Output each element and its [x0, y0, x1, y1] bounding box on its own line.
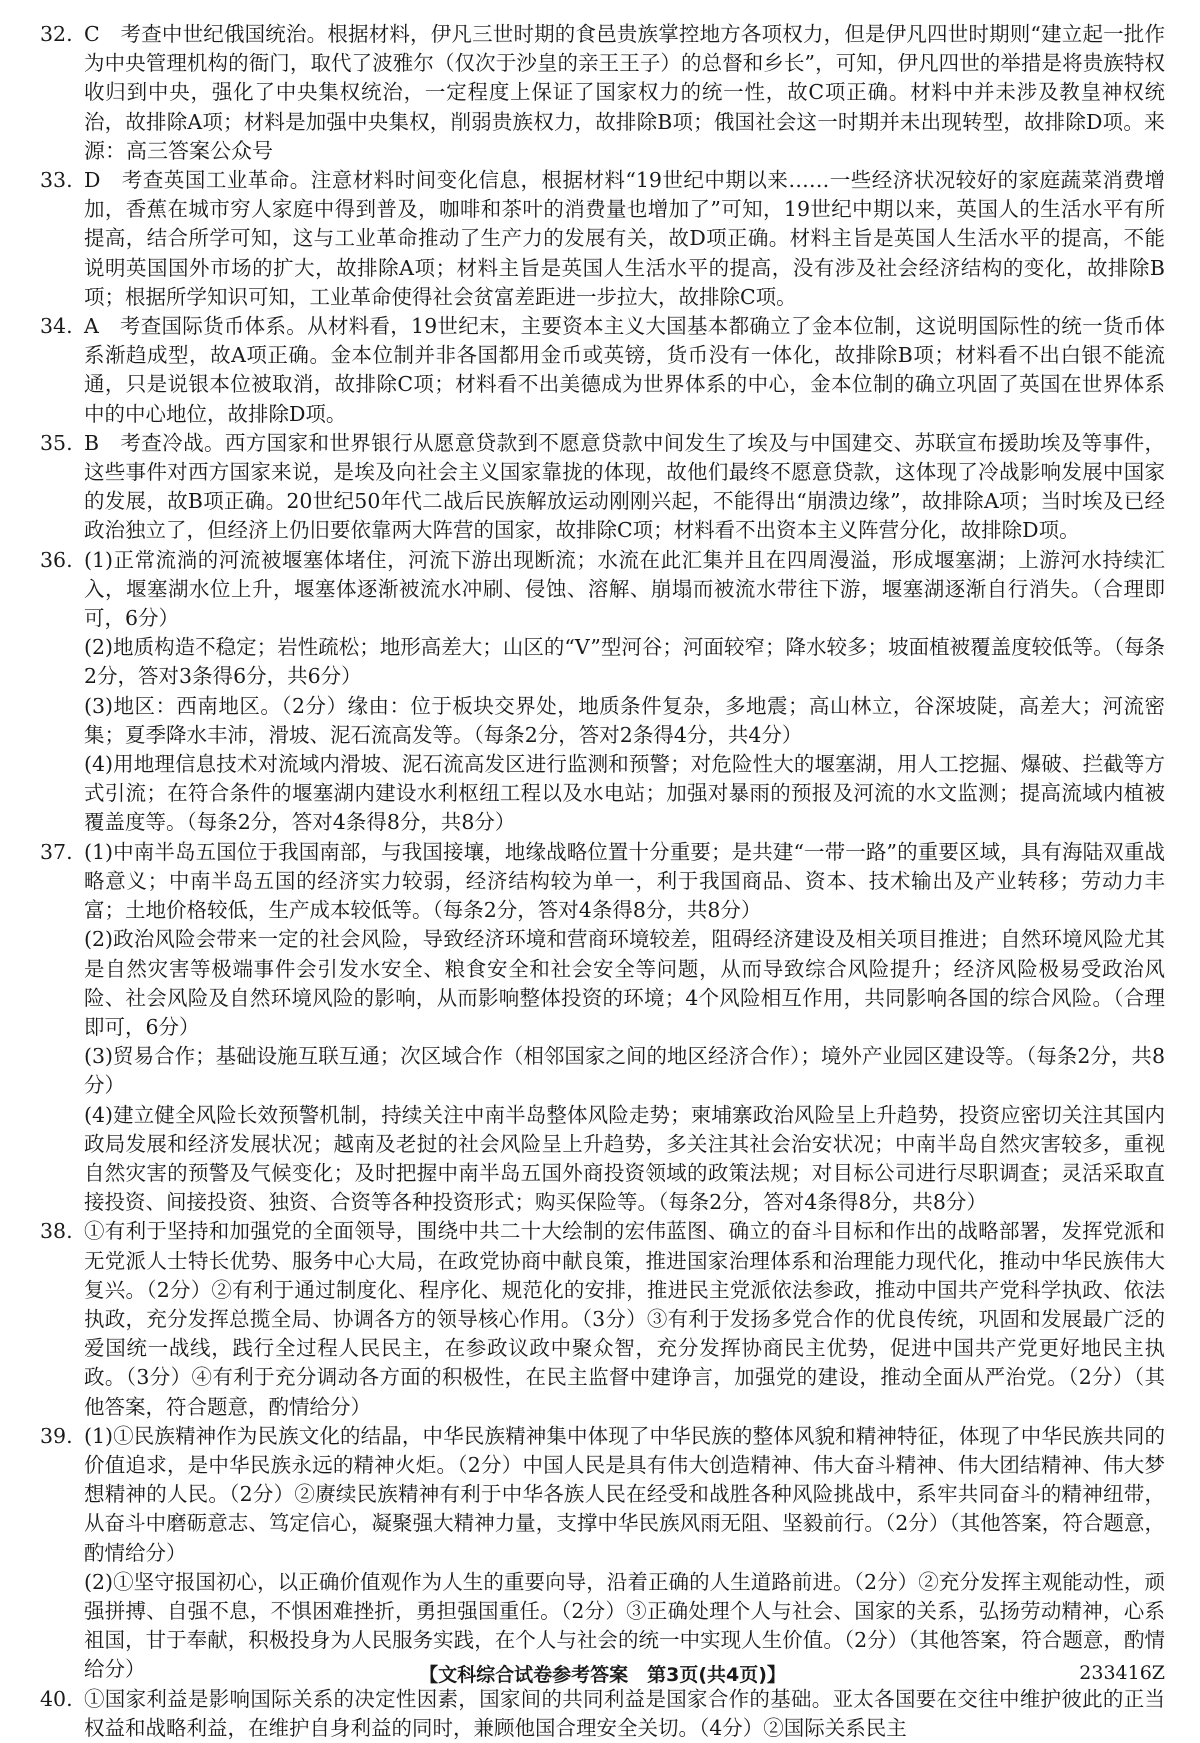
- answer-35: [40, 429, 1165, 546]
- answer-number: 40.: [40, 1686, 73, 1711]
- answer-number: 34.: [40, 314, 73, 339]
- answer-33: [40, 166, 1165, 312]
- answer-38: [40, 1217, 1165, 1421]
- answer-part-4: (4)用地理信息技术对流域内滑坡、泥石流高发区进行监测和预警；对危险性大的堰塞湖，用人工挖掘、爆破、拦截等方式引流；在符合条件的堰塞湖内建设水利枢纽工程以及水电站；加强对暴雨的预报及河流的水文监测；提高流域内植被覆盖度等。（每条2分，答对4条得8分，共8分）: [84, 752, 1165, 835]
- answer-number: 33.: [40, 168, 73, 193]
- answer-part-1: (1)正常流淌的河流被堰塞体堵住，河流下游出现断流；水流在此汇集并且在四周漫溢，形成堰塞湖；上游河水持续汇入，堰塞湖水位上升，堰塞体逐渐被流水冲刷、侵蚀、溶解、崩塌而被流水带往下游，堰塞湖逐渐自行消失。（合理即可，6分）: [84, 547, 1165, 631]
- answer-number: 32.: [40, 22, 73, 46]
- answer-page: [40, 20, 1165, 1743]
- answer-39: [40, 1422, 1165, 1685]
- answer-part-2: (2)地质构造不稳定；岩性疏松；地形高差大；山区的“V”型河谷；河面较窄；降水较多；坡面植被覆盖度较低等。（每条2分，答对3条得6分，共6分）: [84, 635, 1165, 689]
- answer-number: 39.: [40, 1423, 73, 1448]
- answer-40: [40, 1685, 1165, 1743]
- answer-part-3: (3)地区：西南地区。（2分）缘由：位于板块交界处，地质条件复杂，多地震；高山林立，谷深坡陡，高差大；河流密集；夏季降水丰沛，滑坡、泥石流高发等。（每条2分，答对2条得4分，共4分）: [84, 693, 1165, 747]
- answer-part-2: (2)①坚守报国初心，以正确价值观作为人生的重要向导，沿着正确的人生道路前进。（2分）②充分发挥主观能动性，顽强拼搏、自强不息，不惧困难挫折，勇担强国重任。（2分）③正确处理个人与社会、国家的关系，弘扬劳动精神，心系祖国，甘于奉献，积极投身为人民服务实践，在个人与社会的统一中实现人生价值。（2分）（其他答案，符合题意，酌情给分）: [84, 1569, 1165, 1682]
- answer-number: 37.: [40, 839, 73, 864]
- answer-text: A 考查国际货币体系。从材料看，19世纪末，主要资本主义大国基本都确立了金本位制，这说明国际性的统一货币体系渐趋成型，故A项正确。金本位制并非各国都用金币或英镑，货币没有一体化，故排除B项；材料看不出白银不能流通，只是说银本位被取消，故排除C项；材料看不出美德成为世界体系的中心，金本位制的确立巩固了英国在世界体系中的中心地位，故排除D项。: [84, 314, 1165, 426]
- answer-part-1: (1)中南半岛五国位于我国南部，与我国接壤，地缘战略位置十分重要；是共建“一带一路”的重要区域，具有海陆双重战略意义；中南半岛五国的经济实力较弱，经济结构较为单一，利于我国商品、资本、技术输出及产业转移；劳动力丰富；土地价格较低，生产成本较低等。（每条2分，答对4条得8分，共8分）: [84, 839, 1165, 923]
- answer-text: ①有利于坚持和加强党的全面领导，围绕中共二十大绘制的宏伟蓝图、确立的奋斗目标和作出的战略部署，发挥党派和无党派人士特长优势、服务中心大局，在政党协商中献良策，推进国家治理体系和治理能力现代化，推动中华民族伟大复兴。（2分）②有利于通过制度化、程序化、规范化的安排，推进民主党派依法参政，推动中国共产党科学执政、依法执政，充分发挥总揽全局、协调各方的领导核心作用。（3分）③有利于发扬多党合作的优良传统，巩固和发展最广泛的爱国统一战线，践行全过程人民民主，在参政议政中聚众智，充分发挥协商民主优势，促进中国共产党更好地民主执政。（3分）④有利于充分调动各方面的积极性，在民主监督中建诤言，加强党的建设，推动全面从严治党。（2分）（其他答案，符合题意，酌情给分）: [84, 1219, 1165, 1419]
- answer-part-1: (1)①民族精神作为民族文化的结晶，中华民族精神集中体现了中华民族的整体风貌和精神特征，体现了中华民族共同的价值追求，是中华民族永远的精神火炬。（2分）中国人民是具有伟大创造精神、伟大奋斗精神、伟大团结精神、伟大梦想精神的人民。（2分）②赓续民族精神有利于中华各族人民在经受和战胜各种风险挑战中，系牢共同奋斗的精神纽带，从奋斗中磨砺意志、笃定信心，凝聚强大精神力量，支撑中华民族风雨无阻、坚毅前行。（2分）（其他答案，符合题意，酌情给分）: [84, 1423, 1165, 1565]
- answer-text: D 考查英国工业革命。注意材料时间变化信息，根据材料“19世纪中期以来……一些经济状况较好的家庭蔬菜消费增加，香蕉在城市穷人家庭中得到普及，咖啡和茶叶的消费量也增加了”可知，19世纪中期以来，英国人的生活水平有所提高，结合所学可知，这与工业革命推动了生产力的发展有关，故D项正确。材料主旨是英国人生活水平的提高，不能说明英国国外市场的扩大，故排除A项；材料主旨是英国人生活水平的提高，没有涉及社会经济结构的变化，故排除B项；根据所学知识可知，工业革命使得社会贫富差距进一步拉大，故排除C项。: [84, 168, 1165, 309]
- page-footer: [40, 1660, 1165, 1690]
- footer-title: 【文科综合试卷参考答案 第3页(共4页)】: [419, 1664, 786, 1686]
- answer-36: [40, 546, 1165, 838]
- answer-text: B 考查冷战。西方国家和世界银行从愿意贷款到不愿意贷款中间发生了埃及与中国建交、苏联宣布援助埃及等事件，这些事件对西方国家来说，是埃及向社会主义国家靠拢的体现，故他们最终不愿意贷款，这体现了冷战影响发展中国家的发展，故B项正确。20世纪50年代二战后民族解放运动刚刚兴起，不能得出“崩溃边缘”，故排除A项；当时埃及已经政治独立了，但经济上仍旧要依靠两大阵营的国家，故排除C项；材料看不出资本主义阵营分化，故排除D项。: [84, 430, 1165, 543]
- answer-number: 36.: [40, 547, 73, 572]
- source-watermark: 来源：高三答案公众号: [84, 109, 1165, 163]
- answer-37: [40, 838, 1165, 1218]
- answer-part-2: (2)政治风险会带来一定的社会风险，导致经济环境和营商环境较差，阻碍经济建设及相关项目推进；自然环境风险尤其是自然灾害等极端事件会引发水安全、粮食安全和社会安全等问题，从而导致综合风险提升；经济风险极易受政治风险、社会风险及自然环境风险的影响，从而影响整体投资的环境；4个风险相互作用，共同影响各国的综合风险。（合理即可，6分）: [84, 927, 1165, 1039]
- answer-text: ①国家利益是影响国际关系的决定性因素，国家间的共同利益是国家合作的基础。亚太各国要在交往中维护彼此的正当权益和战略利益，在维护自身利益的同时，兼顾他国合理安全关切。（4分）②国际关系民主: [84, 1686, 1165, 1740]
- answer-text: C 考查中世纪俄国统治。根据材料，伊凡三世时期的食邑贵族掌控地方各项权力，但是伊凡四世时期则“建立起一批作为中央管理机构的衙门，取代了波雅尔（仅次于沙皇的亲王王子）的总督和乡长”，可知，伊凡四世的举措是将贵族特权收归到中央，强化了中央集权统治，一定程度上保证了国家权力的统一性，故C项正确。材料中并未涉及教皇神权统治，故排除A项；材料是加强中央集权，削弱贵族权力，故排除B项；俄国社会这一时期并未出现转型，故排除D项。: [84, 22, 1165, 134]
- answer-number: 38.: [40, 1219, 73, 1244]
- answer-32: [40, 20, 1165, 166]
- footer-code: 233416Z: [1079, 1662, 1165, 1684]
- answer-part-3: (3)贸易合作；基础设施互联互通；次区域合作（相邻国家之间的地区经济合作）；境外产业园区建设等。（每条2分，共8分）: [84, 1044, 1165, 1098]
- answer-number: 35.: [40, 430, 73, 455]
- answer-part-4: (4)建立健全风险长效预警机制，持续关注中南半岛整体风险走势；柬埔寨政治风险呈上升趋势，投资应密切关注其国内政局发展和经济发展状况；越南及老挝的社会风险呈上升趋势，多关注其社会治安状况；中南半岛自然灾害较多，重视自然灾害的预警及气候变化；及时把握中南半岛五国外商投资领域的政策法规；对目标公司进行尽职调查；灵活采取直接投资、间接投资、独资、合资等各种投资形式；购买保险等。（每条2分，答对4条得8分，共8分）: [84, 1102, 1165, 1215]
- answer-34: [40, 312, 1165, 429]
